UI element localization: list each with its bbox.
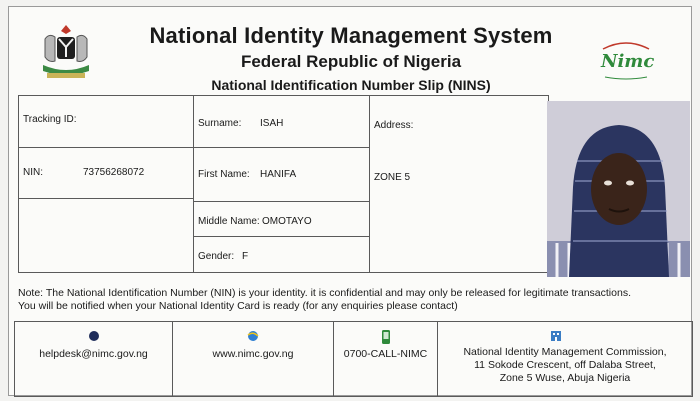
internet-explorer-icon (247, 330, 259, 345)
first-name-label: First Name: (198, 169, 250, 180)
blank-cell (18, 198, 194, 273)
office-address-line-1: National Identity Management Commission, (463, 346, 667, 358)
surname-label: Surname: (198, 118, 242, 129)
nin-cell (18, 147, 194, 199)
country-title: Federal Republic of Nigeria (240, 52, 462, 71)
office-address-line-3: Zone 5 Wuse, Abuja Nigeria (499, 372, 631, 384)
building-icon (550, 330, 562, 345)
middle-name-cell (193, 201, 370, 237)
gender-cell (193, 236, 370, 273)
address-label: Address: (374, 120, 414, 131)
office-address (438, 346, 692, 385)
nin-value: 73756268072 (83, 167, 145, 178)
nimc-logo (595, 37, 657, 81)
gender-value: F (242, 251, 249, 262)
slip-header (9, 7, 693, 99)
surname-cell (193, 95, 370, 148)
first-name-value: HANIFA (260, 169, 297, 180)
nimc-logo-text: Nimc (601, 51, 655, 72)
address-value: ZONE 5 (374, 172, 411, 183)
website-contact (172, 321, 334, 397)
note-line-2: You will be notified when your National Identity Card is ready (for any enquiries please contact) (18, 300, 458, 312)
nin-label: NIN: (23, 167, 43, 178)
middle-name-label: Middle Name: (198, 216, 260, 227)
tracking-id-cell (18, 95, 194, 148)
middle-name-value: OMOTAYO (262, 216, 312, 227)
surname-value: ISAH (260, 118, 284, 129)
address-cell (369, 95, 549, 273)
website-text[interactable]: www.nimc.gov.ng (212, 348, 294, 360)
phone-icon (381, 330, 391, 347)
holder-photo (547, 101, 690, 277)
note-line-1: Note: The National Identification Number (NIN) is your identity. it is confidential and may only be released for legitimate transactions. (18, 287, 631, 299)
email-icon (88, 330, 100, 345)
office-address-contact (437, 321, 693, 397)
phone-contact (333, 321, 438, 397)
nin-slip (8, 6, 692, 396)
phone-text[interactable]: 0700-CALL-NIMC (343, 348, 428, 360)
email-contact (14, 321, 173, 397)
note-text (15, 283, 681, 323)
tracking-id-label: Tracking ID: (23, 114, 77, 125)
office-address-line-2: 11 Sokode Crescent, off Dalaba Street, (474, 359, 656, 371)
gender-label: Gender: (198, 251, 235, 262)
first-name-cell (193, 147, 370, 202)
portrait-image (547, 101, 690, 277)
system-title: National Identity Management System (149, 23, 553, 48)
slip-title: National Identification Number Slip (NINS) (211, 77, 491, 93)
email-text[interactable]: helpdesk@nimc.gov.ng (39, 348, 148, 360)
